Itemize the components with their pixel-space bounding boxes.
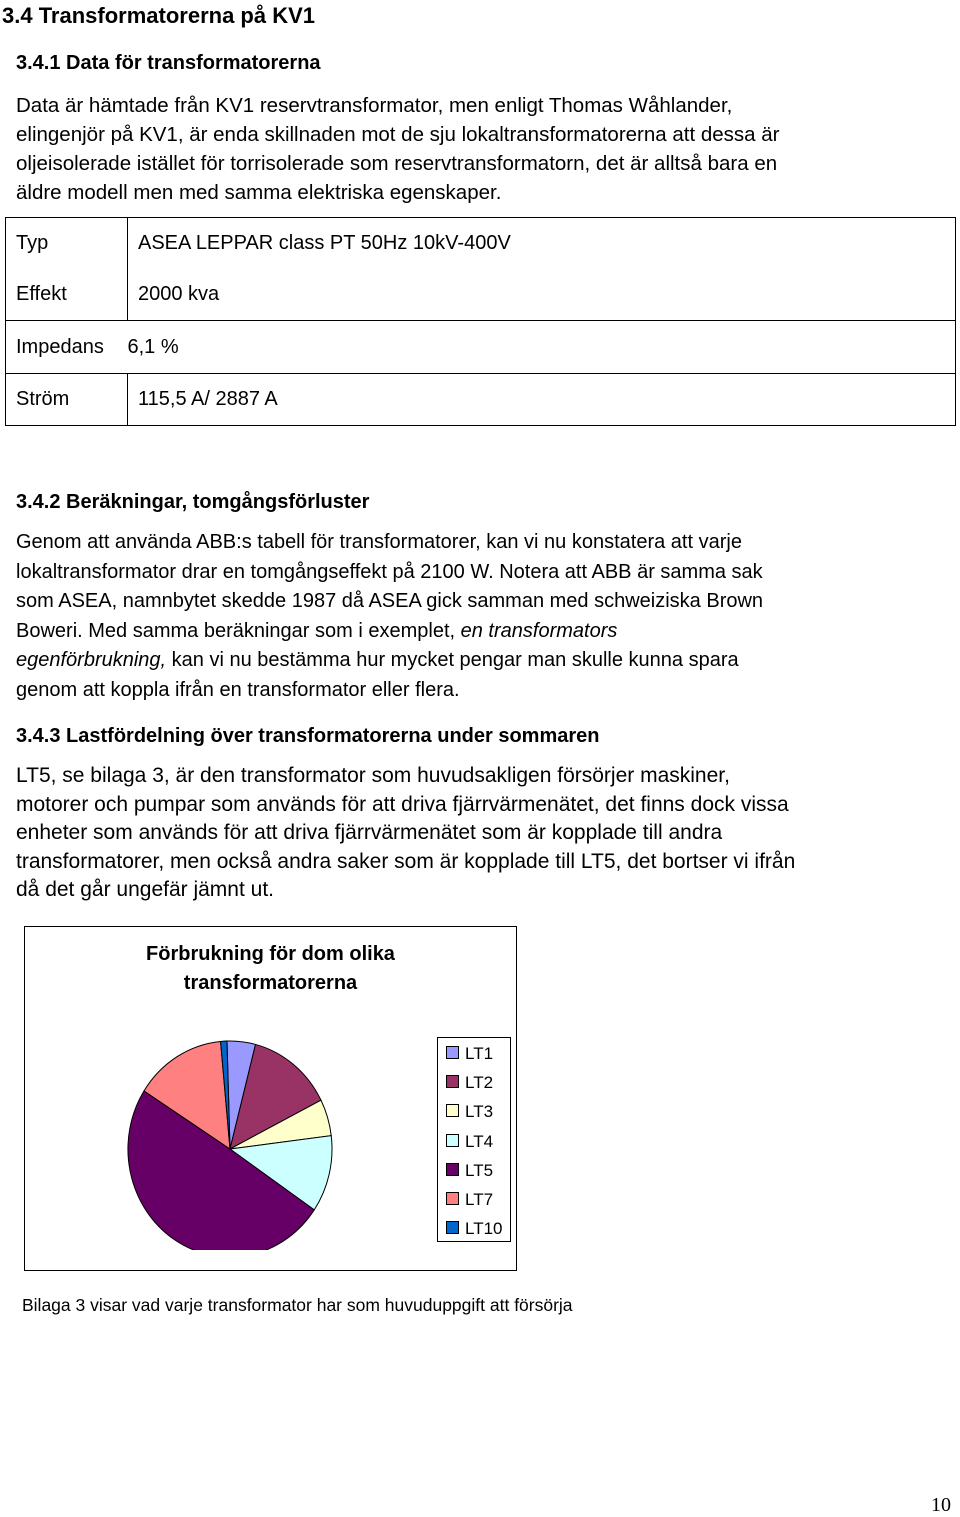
table-row (6, 373, 956, 425)
spec-label: Effekt (6, 269, 128, 321)
legend-label: LT10 (465, 1219, 503, 1239)
legend-swatch (446, 1046, 459, 1059)
table-row (6, 269, 956, 321)
legend-swatch (446, 1134, 459, 1147)
text-line: Genom att använda ABB:s tabell för transformatorer, kan vi nu konstatera att varje (16, 531, 742, 553)
subsection-title-load: 3.4.3 Lastfördelning över transformatorerna under sommaren (16, 725, 600, 747)
legend-item-lt7 (446, 1190, 493, 1210)
text-line: genom att koppla ifrån en transformator eller flera. (16, 678, 460, 701)
paragraph-load (16, 762, 951, 905)
chart-title (24, 940, 517, 998)
text-line: transformatorer, men också andra saker som är kopplade till LT5, det bortser vi ifrån (16, 849, 796, 873)
transformer-spec-table (5, 217, 956, 426)
legend-label: LT5 (465, 1160, 494, 1180)
text-line (16, 617, 951, 647)
text-line: lokaltransformator drar en tomgångseffekt på 2100 W. Notera att ABB är samma sak (16, 560, 763, 583)
text-run: Boweri. Med samma beräkningar som i exemplet, (16, 619, 461, 642)
legend-swatch (446, 1221, 459, 1234)
legend-label: LT4 (465, 1131, 494, 1151)
chart-title-line: Förbrukning för dom olika (146, 943, 395, 965)
spec-value: ASEA LEPPAR class PT 50Hz 10kV-400V (128, 218, 956, 270)
text-line (16, 646, 951, 676)
legend-item-lt1 (446, 1044, 493, 1064)
chart-title-line: transformatorerna (183, 972, 358, 994)
text-line: som ASEA, namnbytet skedde 1987 då ASEA gick samman med schweiziska Brown (16, 590, 764, 612)
legend-swatch (446, 1104, 459, 1117)
legend-item-lt5 (446, 1161, 493, 1181)
spec-value: 115,5 A/ 2887 A (128, 373, 956, 425)
pie-chart (120, 1030, 340, 1250)
section-title: 3.4 Transformatorerna på KV1 (2, 3, 316, 28)
subsection-title-data: 3.4.1 Data för transformatorerna (16, 52, 321, 74)
spec-label: Typ (6, 218, 128, 270)
spec-label: Ström (6, 373, 128, 425)
legend-swatch (446, 1075, 459, 1088)
legend-item-lt2 (446, 1073, 493, 1093)
text-line: oljeisolerade istället för torrisolerade som reservtransformatorn, det är alltså bara en (16, 152, 778, 175)
paragraph-data-source (16, 91, 951, 207)
text-run: kan vi nu bestämma hur mycket pengar man skulle kunna spara (166, 649, 739, 671)
text-line: då det går ungefär jämnt ut. (16, 878, 274, 901)
text-line: enheter som används för att driva fjärrvärmenätet som är kopplade till andra (16, 821, 723, 844)
text-line: äldre modell men med samma elektriska egenskaper. (16, 181, 502, 204)
paragraph-calc (16, 528, 951, 705)
legend-swatch (446, 1192, 459, 1205)
spec-value: 2000 kva (128, 269, 956, 321)
legend-label: LT2 (465, 1073, 494, 1093)
page-number: 10 (931, 1494, 951, 1516)
spec-value: 6,1 % (128, 321, 956, 373)
table-row (6, 321, 956, 373)
italic-text: en transformators (460, 619, 618, 642)
legend-item-lt10 (446, 1219, 503, 1239)
legend-label: LT7 (465, 1190, 494, 1209)
text-line: LT5, se bilaga 3, är den transformator som huvudsakligen försörjer maskiner, (16, 764, 730, 787)
legend-item-lt3 (446, 1102, 493, 1122)
spec-label: Impedans (6, 321, 128, 373)
text-line: motorer och pumpar som används för att driva fjärrvärmenätet, det finns dock vissa (16, 792, 789, 816)
italic-text: egenförbrukning, (16, 649, 167, 671)
subsection-title-calc: 3.4.2 Beräkningar, tomgångsförluster (16, 491, 370, 513)
table-row (6, 218, 956, 270)
legend-label: LT3 (465, 1102, 494, 1122)
legend-item-lt4 (446, 1132, 493, 1152)
text-line: Data är hämtade från KV1 reservtransformator, men enligt Thomas Wåhlander, (16, 94, 733, 117)
text-line: elingenjör på KV1, är enda skillnaden mot de sju lokaltransformatorerna att dessa är (16, 123, 780, 146)
chart-caption: Bilaga 3 visar vad varje transformator har som huvuduppgift att försörja (22, 1295, 573, 1315)
legend-swatch (446, 1163, 459, 1176)
legend-label: LT1 (465, 1044, 494, 1063)
chart-legend (437, 1037, 511, 1242)
